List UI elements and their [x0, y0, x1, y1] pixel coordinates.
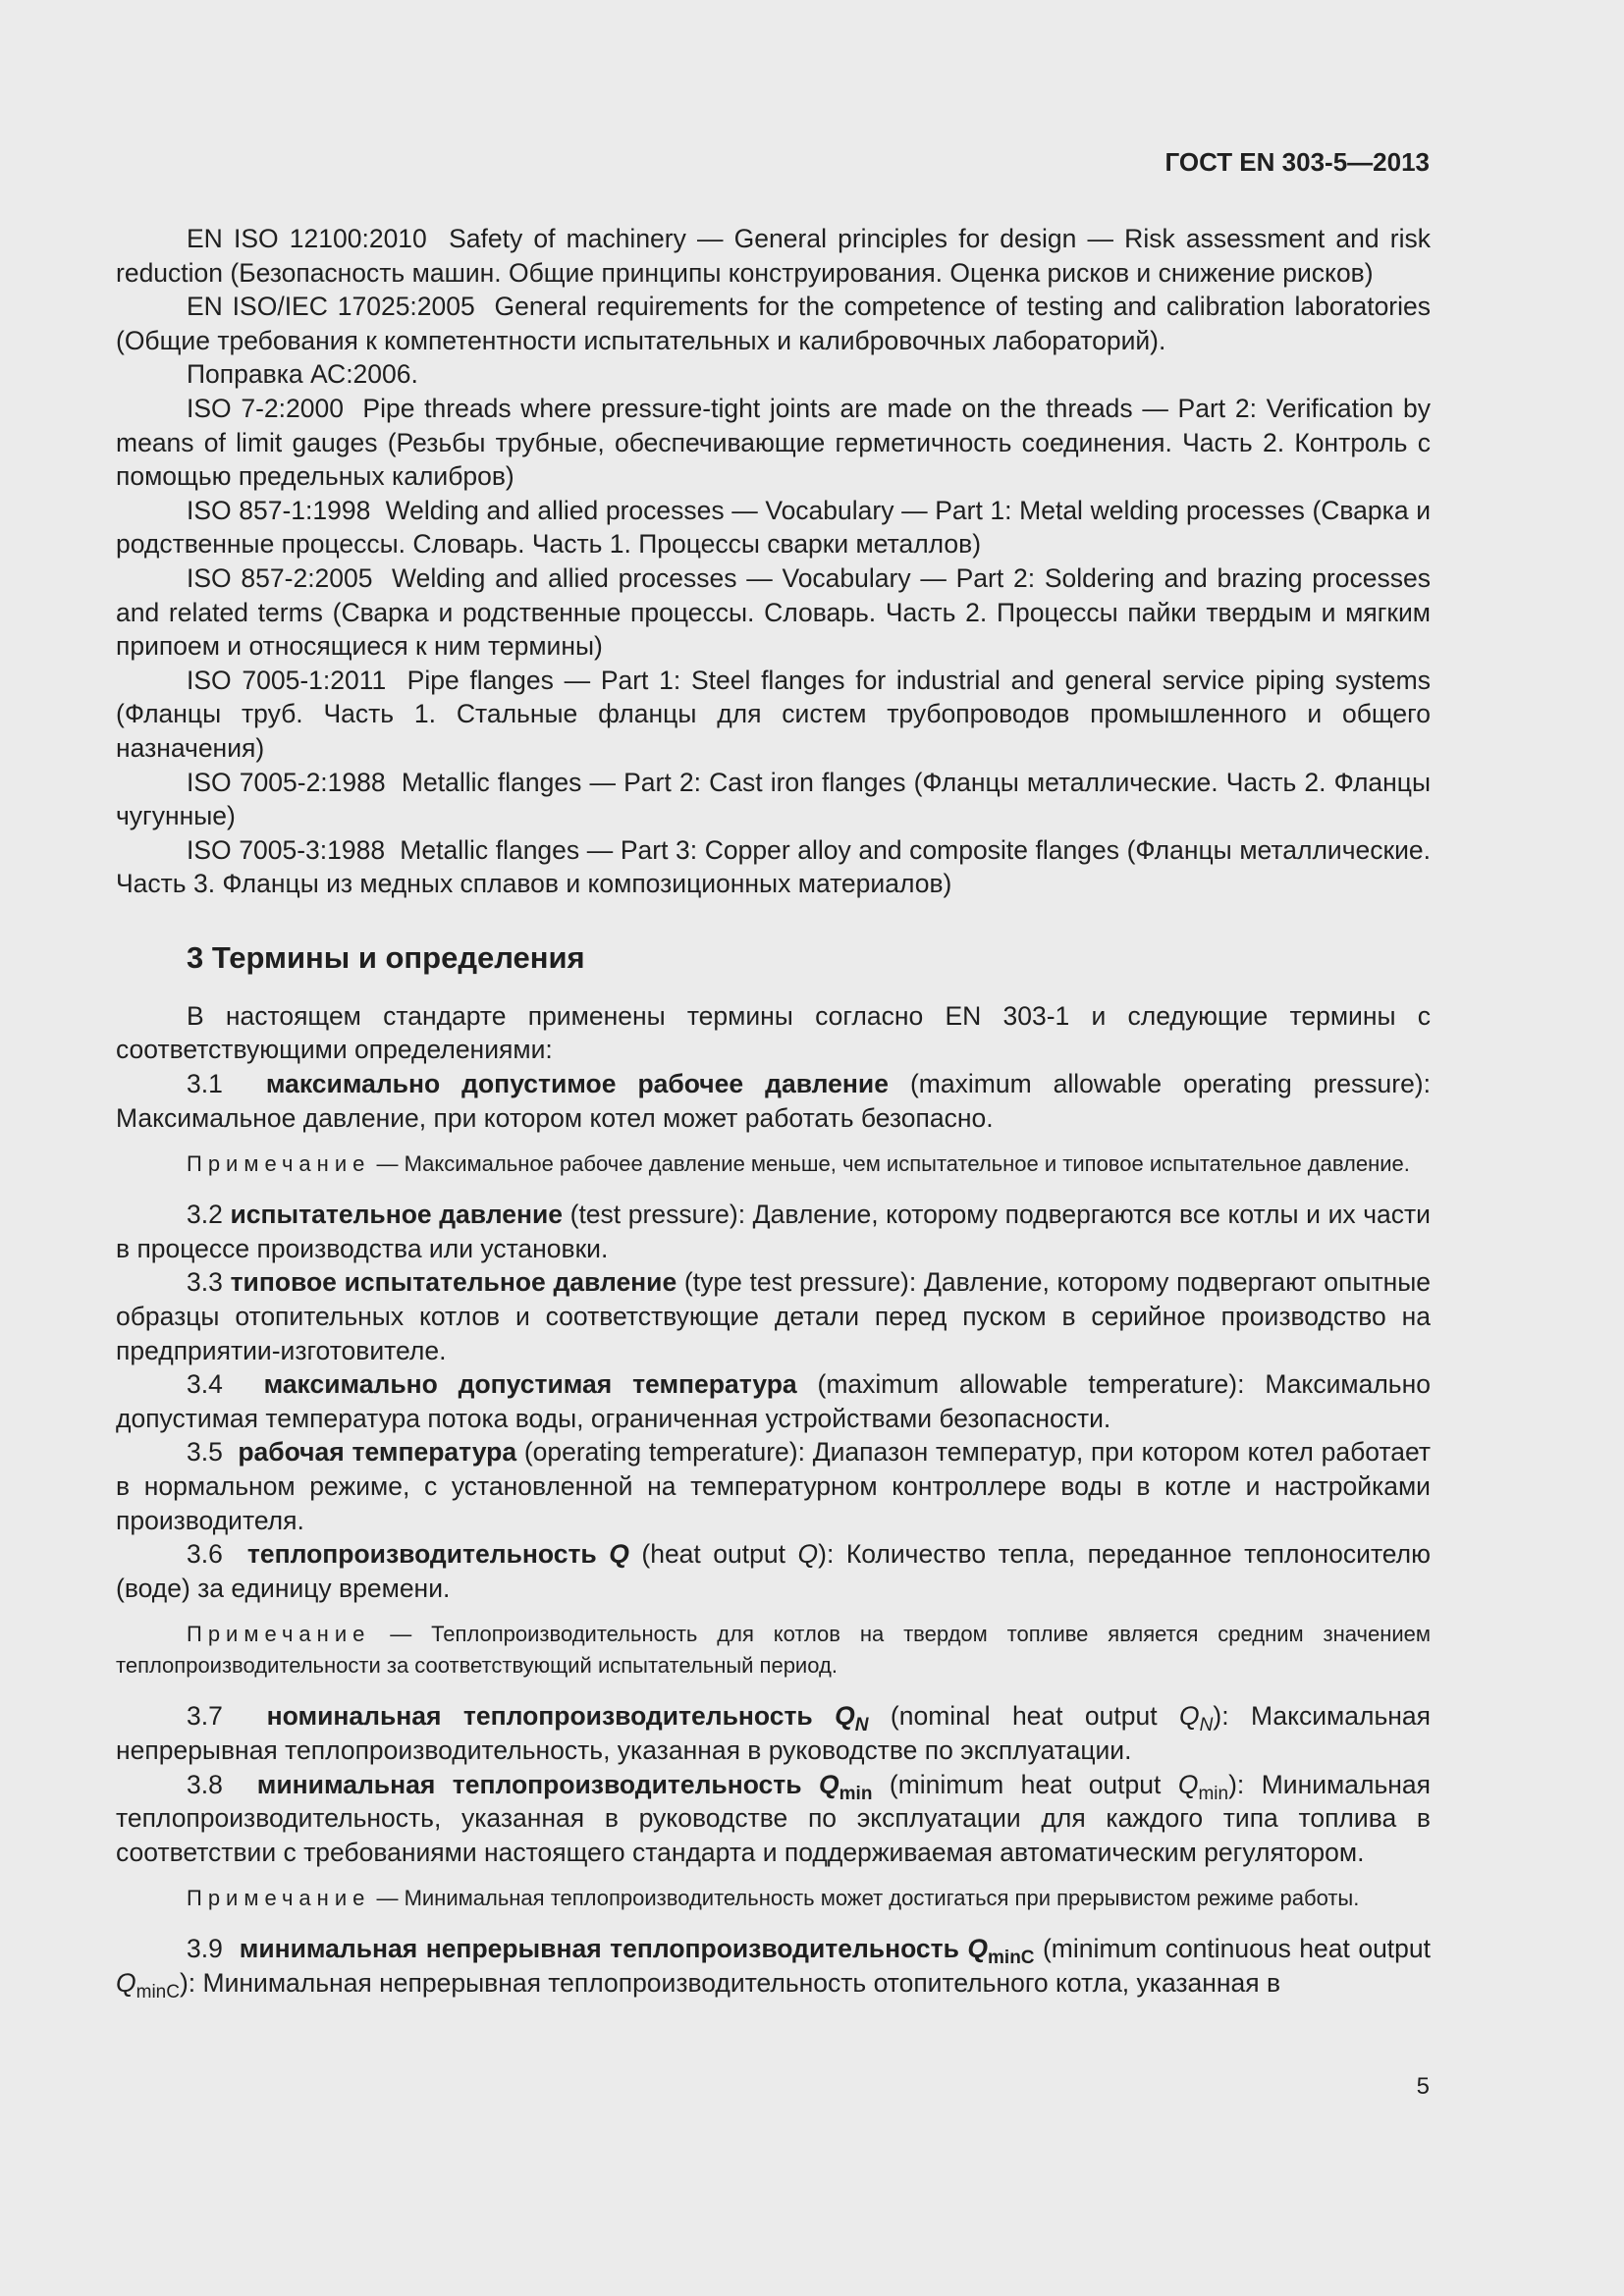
term-definition: (minimum heat output	[872, 1769, 1178, 1799]
reference-code: ISO 857-1:1998	[187, 495, 371, 525]
term-number: 3.3	[187, 1267, 223, 1298]
reference-text: Safety of machinery — General principles for design — Risk assessment and risk reduction (Безопасность машин. Общие принципы конструирования. Оценка рисков и снижение рисков)	[116, 224, 1431, 288]
reference-code: ISO 857-2:2005	[187, 562, 373, 593]
reference-code: ISO 7005-3:1988	[187, 834, 386, 865]
term-symbol: Q	[967, 1934, 989, 1964]
term-title: максимально допустимая температура	[263, 1369, 797, 1400]
term-symbol: Q	[819, 1769, 839, 1799]
reference-text: Pipe threads where pressure-tight joints are made on the threads — Part 2: Verification by means of limit gauges (Резьбы трубные, обеспечивающие герметичность соединения. Часть 2. Контроль с помощью предельных калибров)	[116, 393, 1431, 492]
reference-code: EN ISO 12100:2010	[187, 224, 427, 253]
reference-text: Поправка АС:2006.	[187, 359, 418, 390]
reference-code: ISO 7005-2:1988	[187, 767, 386, 797]
note-text: — Минимальная теплопроизводительность может достигаться при прерывистом режиме работы.	[370, 1886, 1360, 1911]
reference-item	[116, 290, 1431, 357]
term-3-2	[116, 1198, 1431, 1265]
term-symbol: Q	[835, 1701, 855, 1732]
term-title: номинальная теплопроизводительность	[266, 1701, 836, 1732]
reference-text: Metallic flanges — Part 3: Copper alloy and composite flanges (Фланцы металлические. Часть 3. Фланцы из медных сплавов и композиционных материалов)	[116, 834, 1431, 899]
term-title: минимальная непрерывная теплопроизводительность	[239, 1934, 968, 1964]
term-definition: ): Количество тепла, переданное теплоносителю (воде) за единицу времени.	[116, 1539, 1431, 1603]
term-3-9	[116, 1932, 1431, 2000]
term-number: 3.7	[187, 1701, 223, 1732]
reference-text: Pipe flanges — Part 1: Steel flanges for industrial and general service piping systems (Фланцы труб. Часть 1. Стальные фланцы для систем трубопроводов промышленного и общего назначения)	[116, 665, 1431, 763]
term-definition: (maximum allowable operating pressure): Максимальное давление, при котором котел может работать безопасно.	[116, 1069, 1431, 1133]
document-header: ГОСТ EN 303-5—2013	[1164, 147, 1430, 177]
note-text: — Максимальное рабочее давление меньше, чем испытательное и типовое испытательное давление.	[370, 1151, 1410, 1177]
section-heading: 3 Термины и определения	[187, 939, 585, 975]
note-label: Примечание	[187, 1886, 371, 1911]
reference-item	[116, 561, 1431, 664]
term-3-7	[116, 1699, 1431, 1767]
term-symbol: Q	[1179, 1701, 1200, 1732]
reference-text: Welding and allied processes — Vocabulary — Part 1: Metal welding processes (Сварка и родственные процессы. Словарь. Часть 1. Процессы сварки металлов)	[116, 495, 1431, 560]
term-number: 3.4	[187, 1369, 223, 1400]
term-subscript: minC	[988, 1948, 1035, 1969]
reference-code: ISO 7005-1:2011	[187, 665, 387, 695]
term-subscript: minC	[135, 1981, 180, 2002]
term-symbol: Q	[1177, 1769, 1199, 1799]
note-1	[116, 1148, 1431, 1180]
term-definition: ): Минимальная теплопроизводительность, указанная в руководстве по эксплуатации для каждого типа топлива в соответствии с требованиями настоящего стандарта и поддерживаемая автоматическим регулятором.	[116, 1769, 1431, 1867]
term-symbol: Q	[797, 1539, 819, 1570]
term-subscript: N	[1199, 1715, 1214, 1736]
term-definition: (test pressure): Давление, которому подвергаются все котлы и их части в процессе производства или установки.	[116, 1200, 1431, 1263]
term-title: максимально допустимое рабочее давление	[265, 1069, 889, 1099]
term-title: испытательное давление	[230, 1200, 563, 1230]
term-title: рабочая температура	[238, 1437, 517, 1468]
term-symbol: Q	[609, 1539, 629, 1570]
reference-item	[116, 766, 1431, 833]
note-text: — Теплопроизводительность для котлов на твердом топливе является средним значением теплопроизводительности за соответствующий испытательный период.	[116, 1622, 1431, 1679]
term-definition: ): Минимальная непрерывная теплопроизводительность отопительного котла, указанная в	[179, 1967, 1281, 1998]
page-number: 5	[1416, 2073, 1430, 2100]
term-3-4	[116, 1367, 1431, 1435]
term-3-5	[116, 1435, 1431, 1537]
term-subscript: N	[854, 1715, 869, 1736]
term-definition: (type test pressure): Давление, которому подвергают опытные образцы отопительных котлов и соответствующие детали перед пуском в серийное производство на предприятии-изготовителе.	[116, 1267, 1431, 1365]
note-2	[116, 1619, 1431, 1682]
reference-code: ISO 7-2:2000	[187, 393, 344, 423]
term-definition: (maximum allowable temperature): Максимально допустимая температура потока воды, ограниченная устройствами безопасности.	[116, 1369, 1431, 1433]
note-label: Примечание	[187, 1151, 371, 1177]
reference-text: Metallic flanges — Part 2: Cast iron flanges (Фланцы металлические. Часть 2. Фланцы чугунные)	[116, 767, 1431, 831]
reference-item	[116, 664, 1431, 766]
reference-item	[116, 392, 1431, 494]
term-definition: (heat output	[628, 1539, 798, 1570]
term-number: 3.6	[187, 1539, 223, 1570]
term-definition: (minimum continuous heat output	[1034, 1934, 1432, 1964]
term-number: 3.5	[187, 1437, 223, 1468]
term-symbol: Q	[116, 1967, 136, 1998]
note-3	[116, 1883, 1431, 1914]
reference-item	[116, 494, 1431, 561]
term-title: минимальная теплопроизводительность	[256, 1769, 820, 1799]
term-definition: (nominal heat output	[868, 1701, 1180, 1732]
term-subscript: min	[1198, 1783, 1229, 1804]
term-title: типовое испытательное давление	[230, 1267, 677, 1298]
reference-code: EN ISO/IEC 17025:2005	[187, 292, 475, 322]
term-number: 3.8	[187, 1769, 223, 1799]
term-number: 3.9	[187, 1934, 223, 1964]
reference-item	[116, 833, 1431, 901]
term-3-8	[116, 1768, 1431, 1870]
section-intro: В настоящем стандарте применены термины согласно EN 303-1 и следующие термины с соответствующими определениями:	[116, 1000, 1431, 1065]
note-label: Примечание	[187, 1622, 371, 1647]
term-number: 3.1	[187, 1069, 223, 1099]
term-definition: ): Максимальная непрерывная теплопроизводительность, указанная в руководстве по эксплуатации.	[116, 1701, 1431, 1765]
reference-amendment	[116, 357, 1431, 392]
term-3-1	[116, 1067, 1431, 1135]
reference-text: Welding and allied processes — Vocabulary — Part 2: Soldering and brazing processes and related terms (Сварка и родственные процессы. Словарь. Часть 2. Процессы пайки твердым и мягким припоем и относящиеся к ним термины)	[116, 562, 1431, 662]
term-definition: (operating temperature): Диапазон температур, при котором котел работает в нормальном режиме, с установленной на температурном контроллере воды в котле и настройками производителя.	[116, 1437, 1431, 1535]
term-number: 3.2	[187, 1200, 223, 1230]
reference-item	[116, 222, 1431, 290]
page-content	[116, 222, 1431, 2001]
reference-text: General requirements for the competence of testing and calibration laboratories (Общие требования к компетентности испытательных и калибровочных лабораторий).	[116, 292, 1432, 355]
term-title: теплопроизводительность	[246, 1539, 610, 1570]
term-3-6	[116, 1537, 1431, 1605]
term-3-3	[116, 1265, 1431, 1367]
term-subscript: min	[839, 1783, 873, 1804]
